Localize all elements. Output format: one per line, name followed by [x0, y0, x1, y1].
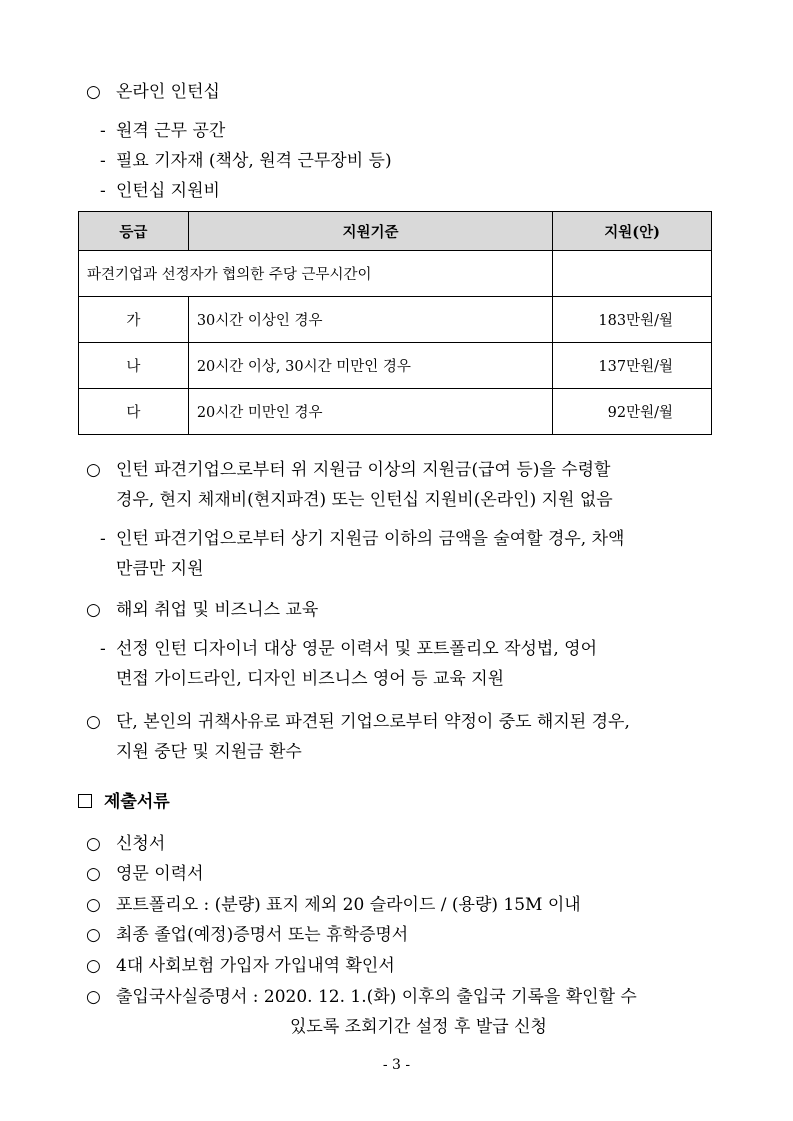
grade-cell: 가 [79, 297, 189, 343]
header-criteria: 지원기준 [188, 212, 552, 251]
note-2: ○ 해외 취업 및 비즈니스 교육 [86, 600, 319, 620]
submission-item: ○ 포트폴리오 : (분량) 표지 제외 20 슬라이드 / (용량) 15M 이내 [86, 895, 581, 915]
circle-bullet-icon: ○ [86, 864, 101, 884]
amount-cell: 92만원/월 [553, 389, 712, 435]
note-1-sub-cont: 만큼만 지원 [116, 559, 204, 579]
note-1-cont: 경우, 현지 체재비(현지파견) 또는 인턴십 지원비(온라인) 지원 없음 [116, 490, 613, 510]
online-item: - 원격 근무 공간 [100, 121, 226, 141]
online-internship-heading: ○ 온라인 인턴십 [86, 82, 220, 102]
table-row [79, 343, 712, 389]
note-3: ○ 단, 본인의 귀책사유로 파견된 기업으로부터 약정이 중도 해지된 경우, [86, 712, 630, 732]
note-2-sub: - 선정 인턴 디자이너 대상 영문 이력서 및 포트폴리오 작성법, 영어 [100, 639, 598, 659]
square-bullet-icon [78, 794, 92, 808]
circle-bullet-icon: ○ [86, 834, 101, 854]
header-grade: 등급 [79, 212, 189, 251]
submission-item: ○ 최종 졸업(예정)증명서 또는 휴학증명서 [86, 925, 409, 945]
criteria-cell: 30시간 이상인 경우 [188, 297, 552, 343]
amount-cell: 137만원/월 [553, 343, 712, 389]
circle-bullet-icon: ○ [86, 600, 101, 620]
table-row [79, 297, 712, 343]
grade-cell: 다 [79, 389, 189, 435]
criteria-cell: 20시간 미만인 경우 [188, 389, 552, 435]
circle-bullet-icon: ○ [86, 956, 101, 976]
condition-text: 파견기업과 선정자가 협의한 주당 근무시간이 [79, 251, 553, 297]
criteria-cell: 20시간 이상, 30시간 미만인 경우 [188, 343, 552, 389]
note-2-sub-cont: 면접 가이드라인, 디자인 비즈니스 영어 등 교육 지원 [116, 669, 505, 689]
submission-item: ○ 영문 이력서 [86, 864, 204, 884]
submission-item: ○ 4대 사회보험 가입자 가입내역 확인서 [86, 956, 395, 976]
submission-item: ○ 신청서 [86, 834, 166, 854]
support-table [78, 211, 712, 435]
circle-bullet-icon: ○ [86, 895, 101, 915]
submission-item: ○ 출입국사실증명서 : 2020. 12. 1.(화) 이후의 출입국 기록을 확인할 수 [86, 987, 637, 1007]
submission-heading: 제출서류 [78, 790, 170, 814]
table-header-row [79, 212, 712, 251]
circle-bullet-icon: ○ [86, 987, 101, 1007]
circle-bullet-icon: ○ [86, 82, 101, 102]
table-row [79, 389, 712, 435]
note-1: ○ 인턴 파견기업으로부터 위 지원금 이상의 지원금(급여 등)을 수령할 [86, 460, 611, 480]
table-condition-row [79, 251, 712, 297]
online-item: - 필요 기자재 (책상, 원격 근무장비 등) [100, 151, 392, 171]
note-1-sub: - 인턴 파견기업으로부터 상기 지원금 이하의 금액을 술여할 경우, 차액 [100, 529, 625, 549]
circle-bullet-icon: ○ [86, 712, 101, 732]
note-3-cont: 지원 중단 및 지원금 환수 [116, 742, 302, 762]
online-item: - 인턴십 지원비 [100, 181, 220, 201]
submission-item-cont: 있도록 조회기간 설정 후 발급 신청 [290, 1017, 547, 1037]
page-number: - 3 - [382, 1057, 411, 1073]
circle-bullet-icon: ○ [86, 460, 101, 480]
header-amount: 지원(안) [553, 212, 712, 251]
circle-bullet-icon: ○ [86, 925, 101, 945]
amount-cell: 183만원/월 [553, 297, 712, 343]
grade-cell: 나 [79, 343, 189, 389]
